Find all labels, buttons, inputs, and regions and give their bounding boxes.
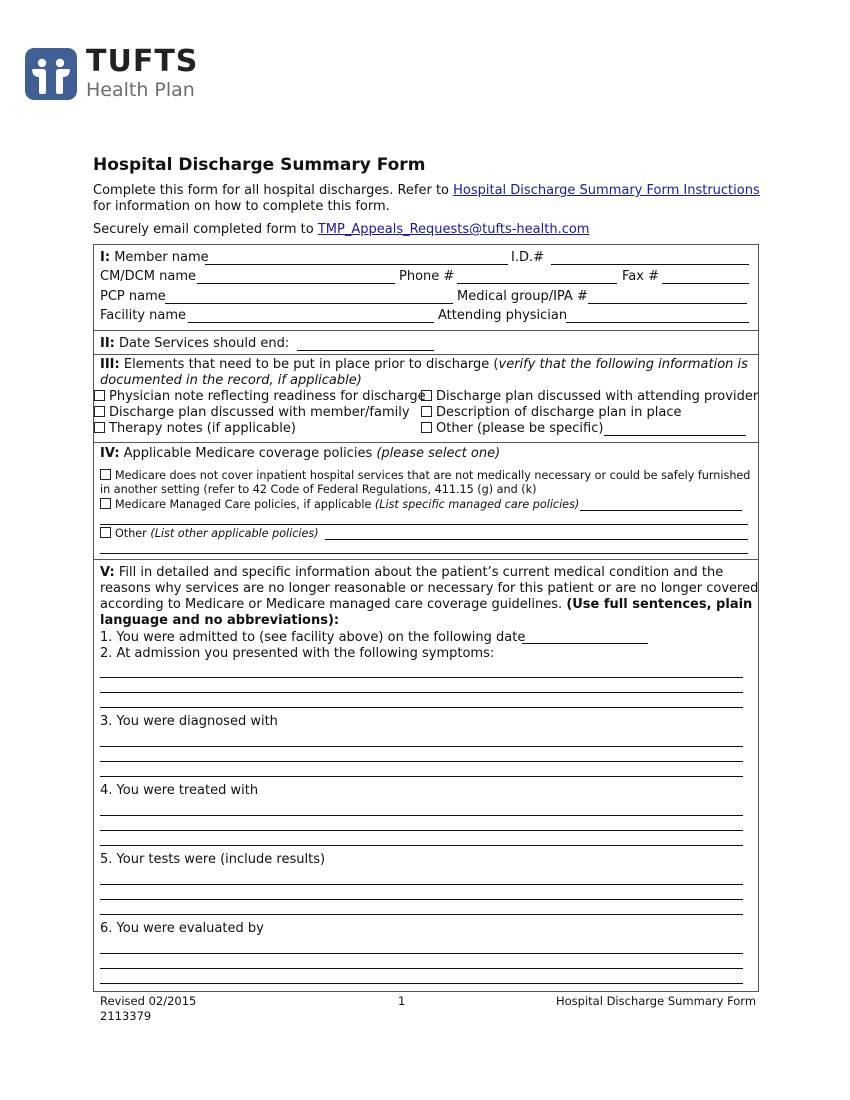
section4-heading: IV: Applicable Medicare coverage policies (please select one) xyxy=(100,446,501,461)
checkbox-icon[interactable] xyxy=(421,406,432,417)
admitted-date-field[interactable] xyxy=(522,643,648,644)
evaluated-line-3[interactable] xyxy=(100,983,743,984)
page-title: Hospital Discharge Summary Form xyxy=(93,155,426,175)
logo-subtitle: Health Plan xyxy=(86,79,195,101)
section5-line-3: according to Medicare or Medicare managed care coverage guidelines. (Use full sentences, plain xyxy=(100,597,753,612)
checkbox-medicare-not-cover[interactable]: Medicare does not cover inpatient hospital services that are not medically necessary or could be safely furnished xyxy=(100,469,750,483)
email-line xyxy=(93,222,589,238)
managed-care-field-2[interactable] xyxy=(100,524,748,525)
pcp-name-field[interactable] xyxy=(165,303,453,304)
phone-field[interactable] xyxy=(457,283,617,284)
question-evaluated: 6. You were evaluated by xyxy=(100,921,264,936)
fax-label: Fax # xyxy=(622,269,659,284)
attending-physician-field[interactable] xyxy=(566,322,749,323)
checkbox-physician-note[interactable]: Physician note reflecting readiness for discharge xyxy=(94,389,426,405)
intro-line-2: for information on how to complete this form. xyxy=(93,199,390,214)
section3-heading-cont: documented in the record, if applicable) xyxy=(100,373,362,388)
section5-line-4: language and no abbreviations): xyxy=(100,613,340,628)
intro-line-1 xyxy=(93,183,760,199)
checkbox-icon[interactable] xyxy=(100,527,111,538)
other-policies-field-2[interactable] xyxy=(100,553,748,554)
email-link[interactable]: TMP_Appeals_Requests@tufts-health.com xyxy=(317,222,590,237)
treated-line-3[interactable] xyxy=(100,845,743,846)
attending-physician-label: Attending physician xyxy=(438,308,568,323)
tests-line-1[interactable] xyxy=(100,884,743,885)
section3-heading: III: Elements that need to be put in place prior to discharge (verify that the following information is xyxy=(100,357,748,372)
checkbox-icon[interactable] xyxy=(94,390,105,401)
instructions-link[interactable]: Hospital Discharge Summary Form Instructions xyxy=(453,183,760,198)
checkbox-icon[interactable] xyxy=(100,498,111,509)
treated-line-1[interactable] xyxy=(100,815,743,816)
section5-line-1: V: Fill in detailed and specific information about the patient’s current medical condition and the xyxy=(100,565,724,580)
facility-name-field[interactable] xyxy=(188,322,434,323)
fax-field[interactable] xyxy=(662,283,749,284)
symptoms-line-3[interactable] xyxy=(100,707,743,708)
section-divider xyxy=(93,559,759,560)
section-divider xyxy=(93,442,759,443)
question-treated: 4. You were treated with xyxy=(100,783,259,798)
checkbox-icon[interactable] xyxy=(100,469,111,480)
checkbox-plan-member[interactable]: Discharge plan discussed with member/family xyxy=(94,405,410,421)
facility-name-label: Facility name xyxy=(100,308,187,323)
checkbox-managed-care[interactable]: Medicare Managed Care policies, if applicable (List specific managed care policies) xyxy=(100,498,579,512)
tests-line-2[interactable] xyxy=(100,899,743,900)
section-divider xyxy=(93,330,759,331)
tests-line-3[interactable] xyxy=(100,914,743,915)
medicare-not-cover-cont: in another setting (refer to 42 Code of Federal Regulations, 411.15 (g) and (k) xyxy=(100,483,537,496)
tufts-figures-icon xyxy=(25,48,77,100)
checkbox-icon[interactable] xyxy=(421,422,432,433)
member-name-field[interactable] xyxy=(205,264,508,265)
checkbox-therapy-notes[interactable]: Therapy notes (if applicable) xyxy=(94,421,296,437)
id-label: I.D.# xyxy=(511,250,545,265)
symptoms-line-2[interactable] xyxy=(100,692,743,693)
tufts-logo xyxy=(25,44,215,104)
phone-label: Phone # xyxy=(399,269,455,284)
checkbox-icon[interactable] xyxy=(421,390,432,401)
footer-revised: Revised 02/2015 xyxy=(100,994,197,1008)
symptoms-line-1[interactable] xyxy=(100,677,743,678)
cm-name-field[interactable] xyxy=(197,283,395,284)
section5-line-2: reasons why services are no longer reasonable or necessary for this patient or are no longer covered xyxy=(100,581,759,596)
other-policies-field[interactable] xyxy=(325,539,748,540)
evaluated-line-2[interactable] xyxy=(100,968,743,969)
question-diagnosed: 3. You were diagnosed with xyxy=(100,714,278,729)
evaluated-line-1[interactable] xyxy=(100,953,743,954)
pcp-name-label: PCP name xyxy=(100,289,166,304)
question-tests: 5. Your tests were (include results) xyxy=(100,852,326,867)
section-divider xyxy=(93,354,759,355)
date-services-end-label: II: Date Services should end: xyxy=(100,336,290,351)
managed-care-field[interactable] xyxy=(580,510,742,511)
id-field[interactable] xyxy=(551,264,749,265)
checkbox-plan-attending[interactable]: Discharge plan discussed with attending provider xyxy=(421,389,758,405)
member-name-label: I: Member name xyxy=(100,250,209,265)
date-services-end-field[interactable] xyxy=(297,350,434,351)
logo-brand: TUFTS xyxy=(86,44,199,79)
intro-text: Complete this form for all hospital discharges. Refer to xyxy=(93,183,454,198)
medical-group-label: Medical group/IPA # xyxy=(457,289,588,304)
cm-name-label: CM/DCM name xyxy=(100,269,196,284)
other-specify-field[interactable] xyxy=(604,435,746,436)
medical-group-field[interactable] xyxy=(588,303,747,304)
diagnosed-line-2[interactable] xyxy=(100,761,743,762)
question-symptoms: 2. At admission you presented with the following symptoms: xyxy=(100,646,495,661)
diagnosed-line-3[interactable] xyxy=(100,776,743,777)
footer-page-number: 1 xyxy=(398,994,406,1008)
treated-line-2[interactable] xyxy=(100,830,743,831)
email-text: Securely email completed form to xyxy=(93,222,318,237)
question-admitted: 1. You were admitted to (see facility above) on the following date xyxy=(100,630,526,645)
checkbox-other[interactable]: Other (please be specific) xyxy=(421,421,603,437)
checkbox-plan-description[interactable]: Description of discharge plan in place xyxy=(421,405,681,421)
footer-code: 2113379 xyxy=(100,1009,152,1023)
checkbox-other-policies[interactable]: Other (List other applicable policies) xyxy=(100,527,319,541)
footer-form-name: Hospital Discharge Summary Form xyxy=(556,994,757,1008)
checkbox-icon[interactable] xyxy=(94,406,105,417)
diagnosed-line-1[interactable] xyxy=(100,746,743,747)
checkbox-icon[interactable] xyxy=(94,422,105,433)
